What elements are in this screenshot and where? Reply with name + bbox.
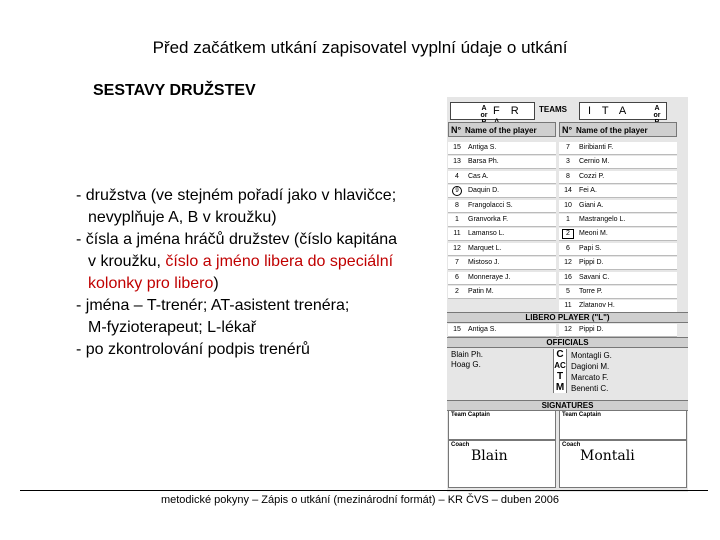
bullet-line: - družstva (ve stejném pořadí jako v hlavičce;: [76, 187, 397, 204]
coach-left-signature: Blain: [471, 448, 508, 464]
left-column-header: N° Name of the player: [448, 122, 556, 137]
bullet-line: - čísla a jména hráčů družstev (číslo kapitána: [76, 231, 398, 248]
player-row: [559, 185, 677, 198]
section-heading: SESTAVY DRUŽSTEV: [93, 82, 256, 99]
signatures-band: SIGNATURES: [447, 400, 688, 411]
player-number: 9: [452, 186, 462, 196]
libero-band: LIBERO PLAYER ("L"): [447, 312, 688, 323]
player-row: [448, 156, 556, 169]
bullet-line: - po zkontrolování podpis trenérů: [76, 341, 310, 358]
ab-marker: A or: [480, 105, 488, 119]
player-row: [448, 257, 556, 270]
player-number: 6: [455, 273, 459, 281]
player-row: [559, 156, 677, 169]
player-row: [559, 171, 677, 184]
player-number: 11: [453, 230, 461, 238]
player-number: 5: [566, 288, 570, 295]
player-name: Cozzi P.: [579, 172, 605, 180]
libero-highlight: číslo a jméno libera do speciální: [165, 253, 394, 270]
player-row: [448, 286, 556, 299]
team-left-name: F R: [493, 105, 523, 117]
player-number: 1: [455, 216, 459, 223]
player-row: [559, 272, 677, 285]
player-number: 13: [453, 158, 461, 166]
player-row: [448, 228, 556, 241]
player-number: 3: [566, 158, 570, 166]
bullet-line: nevyplňuje A, B v kroužku): [88, 209, 277, 226]
captain-left-box: Team Captain: [448, 410, 556, 440]
ab-marker: A or: [653, 105, 661, 119]
player-number: 14: [564, 187, 572, 195]
player-name: Mistoso J.: [468, 259, 500, 267]
teams-label: TEAMS: [539, 105, 567, 114]
player-row: [448, 185, 556, 198]
player-number: 8: [455, 201, 459, 209]
player-row: [559, 228, 677, 241]
captain-right-box: Team Captain: [559, 410, 687, 440]
team-right-box: [579, 102, 667, 120]
player-number: 1: [566, 216, 570, 223]
coach-right-signature: Montali: [580, 448, 635, 464]
player-number: 11: [564, 302, 572, 310]
footer-caption: metodické pokyny – Zápis o utkání (mezinárodní formát) – KR ČVS – duben 2006: [160, 494, 560, 506]
libero-highlight: kolonky pro libero: [88, 275, 214, 292]
player-name: Cernio M.: [579, 158, 610, 166]
player-name: Marquet L.: [468, 244, 502, 252]
player-name: Torre P.: [579, 288, 603, 295]
player-row: [448, 200, 556, 213]
player-name: Fei A.: [579, 187, 597, 195]
player-row: [448, 272, 556, 285]
player-name: Daquin D.: [468, 187, 500, 195]
player-number: 10: [564, 201, 572, 209]
player-number: 12: [564, 259, 572, 267]
right-column-header: N° Name of the player: [559, 122, 677, 137]
player-name: Granvorka F.: [468, 216, 509, 223]
officials-left: Blain Ph. Hoag G.: [451, 350, 484, 369]
player-row: [448, 171, 556, 184]
player-name: Pippi D.: [579, 259, 604, 267]
player-row: [559, 214, 677, 227]
player-name: Cas A.: [468, 172, 489, 180]
player-name: Barsa Ph.: [468, 158, 499, 166]
team-left-box: [450, 102, 535, 120]
bullet-line: - jména – T-trenér; AT-asistent trenéra;: [76, 297, 350, 314]
bullet-line: [76, 251, 448, 273]
player-name: Zlatanov H.: [579, 302, 615, 310]
officials-right: Montagli G. Dagioni M. Marcato F. Benenti C.: [571, 351, 612, 393]
player-name: Papi S.: [579, 244, 602, 252]
bullet-text: ): [213, 275, 219, 292]
bullet-line: M-fyzioterapeut; L-lékař: [88, 319, 257, 336]
player-row: [448, 142, 556, 155]
player-row: [448, 214, 556, 227]
player-name: Lamanso L.: [468, 230, 505, 238]
player-number: 2: [455, 288, 459, 295]
team-right-name: I T A: [588, 105, 631, 117]
official-role-letters: C AC T M: [554, 349, 566, 393]
player-number: 16: [564, 273, 572, 281]
coach-left-box: Coach Blain: [448, 440, 556, 488]
page-title: Před začátkem utkání zapisovatel vyplní údaje o utkání: [152, 38, 568, 57]
player-row: [559, 200, 677, 213]
player-name: Patin M.: [468, 288, 494, 295]
player-number: 7: [566, 144, 570, 151]
player-name: Antiga S.: [468, 144, 497, 151]
scoresheet-image: [447, 97, 688, 492]
player-name: Frangolacci S.: [468, 201, 513, 209]
player-name: Biribianti F.: [579, 144, 614, 151]
officials-band: OFFICIALS: [447, 337, 688, 348]
player-name: Savani C.: [579, 273, 610, 281]
coach-right-box: Coach Montali: [559, 440, 687, 488]
player-row: [559, 257, 677, 270]
player-number: 7: [455, 259, 459, 267]
player-number: 8: [566, 172, 570, 180]
player-row: [559, 286, 677, 299]
player-row: [448, 243, 556, 256]
player-row: [559, 243, 677, 256]
player-name: Giani A.: [579, 201, 604, 209]
player-number: 15: [453, 144, 461, 151]
player-number: 12: [453, 244, 461, 252]
libero-left-row: 15 Antiga S.: [448, 324, 556, 337]
player-row: [559, 142, 677, 155]
bullet-text: v kroužku,: [88, 253, 166, 270]
player-name: Meoni M.: [579, 230, 608, 238]
player-name: Monneraye J.: [468, 273, 511, 281]
player-number: 6: [566, 244, 570, 252]
player-number: 2: [562, 229, 574, 239]
bullet-line: [76, 273, 448, 295]
instruction-list: [76, 185, 448, 361]
footer-divider: [20, 490, 708, 491]
player-name: Mastrangelo L.: [579, 216, 626, 223]
libero-right-row: 12 Pippi D.: [559, 324, 677, 337]
player-number: 4: [455, 172, 459, 180]
